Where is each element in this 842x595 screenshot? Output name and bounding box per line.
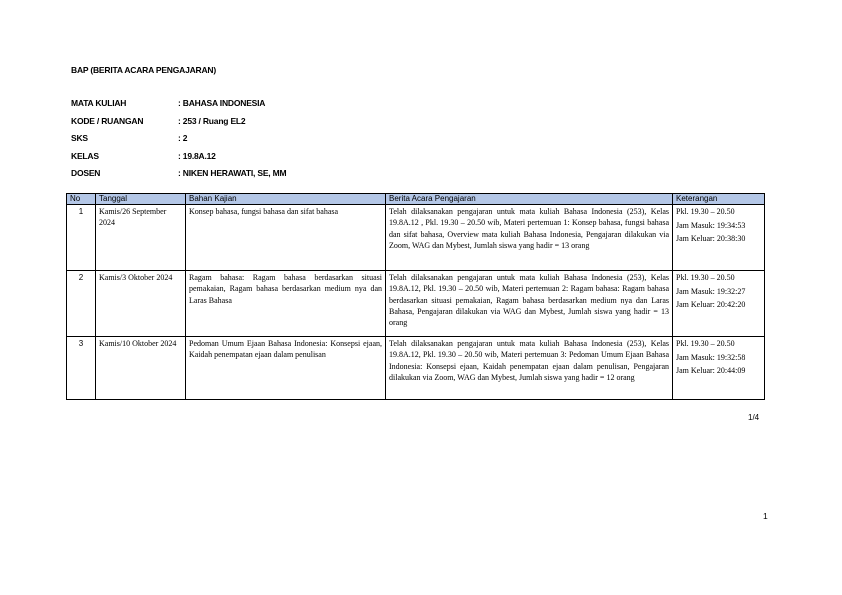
cell-berita-acara: Telah dilaksanakan pengajaran untuk mata kuliah Bahasa Indonesia (253), Kelas 19.8A.12 , Pkl. 19.30 – 20.50 wib, Materi pertemuan 1: Konsep bahasa, fungsi bahasa dan sifat bahasa, Overview mata kuliah Bahasa Indonesia, Pengajaran dilakukan via Zoom, WAG dan Mybest, Jumlah siswa yang hadir = 13 orang [386,205,673,271]
header-berita-acara: Berita Acara Pengajaran [386,194,673,205]
info-value: : NIKEN HERAWATI, SE, MM [178,168,287,178]
info-row-dosen [71,168,286,178]
info-value: : BAHASA INDONESIA [178,98,266,108]
info-row-sks [71,133,187,143]
info-label: MATA KULIAH [71,98,127,108]
info-row-kode-ruangan [71,116,245,126]
page-of-indicator: 1/4 [748,413,760,422]
header-tanggal: Tanggal [96,194,186,205]
cell-bahan-kajian: Pedoman Umum Ejaan Bahasa Indonesia: Konsepsi ejaan, Kaidah penempatan ejaan dalam penulisan [186,337,386,400]
cell-keterangan [673,271,765,337]
ket-jam-masuk: Jam Masuk: 19:32:58 [676,352,746,362]
cell-no: 3 [67,337,96,400]
cell-keterangan [673,205,765,271]
ket-waktu: Pkl. 19.30 – 20.50 [676,273,735,282]
cell-berita-acara: Telah dilaksanakan pengajaran untuk mata kuliah Bahasa Indonesia (253), Kelas 19.8A.12, Pkl. 19.30 – 20.50 wib, Materi pertemuan 3: Pedoman Umum Ejaan Bahasa Indonesia: Konsepsi ejaan, Kaidah penempatan ejaan dalam penulisan, Pengajaran dilakukan via Zoom, WAG dan Mybest, Jumlah siswa yang hadir = 12 orang [386,337,673,400]
bap-table [66,193,765,400]
info-row-kelas [71,151,216,161]
header-no: No [67,194,96,205]
cell-bahan-kajian: Ragam bahasa: Ragam bahasa berdasarkan situasi pemakaian, Ragam bahasa berdasarkan medium nya dan Laras Bahasa [186,271,386,337]
ket-jam-masuk: Jam Masuk: 19:32:27 [676,286,746,296]
document-title: BAP (BERITA ACARA PENGAJARAN) [71,65,217,75]
ket-jam-keluar: Jam Keluar: 20:42:20 [676,300,746,310]
info-value: : 253 / Ruang EL2 [178,116,246,126]
ket-jam-keluar: Jam Keluar: 20:44:09 [676,366,746,376]
cell-bahan-kajian: Konsep bahasa, fungsi bahasa dan sifat bahasa [186,205,386,271]
info-label: DOSEN [71,168,101,178]
info-label: KELAS [71,151,99,161]
ket-jam-masuk: Jam Masuk: 19:34:53 [676,220,746,230]
ket-jam-keluar: Jam Keluar: 20:38:30 [676,234,746,244]
info-row-mata-kuliah [71,98,265,108]
cell-tanggal: Kamis/3 Oktober 2024 [96,271,186,337]
cell-keterangan [673,337,765,400]
info-label: KODE / RUANGAN [71,116,144,126]
ket-waktu: Pkl. 19.30 – 20.50 [676,207,735,216]
cell-tanggal: Kamis/26 September 2024 [96,205,186,271]
table-row [67,205,765,271]
info-label: SKS [71,133,88,143]
table-row [67,271,765,337]
cell-tanggal: Kamis/10 Oktober 2024 [96,337,186,400]
info-value: : 2 [178,133,188,143]
ket-waktu: Pkl. 19.30 – 20.50 [676,339,735,348]
cell-no: 1 [67,205,96,271]
header-bahan-kajian: Bahan Kajian [186,194,386,205]
info-value: : 19.8A.12 [178,151,216,161]
table-row [67,337,765,400]
page-number: 1 [763,511,768,521]
cell-berita-acara: Telah dilaksanakan pengajaran untuk mata kuliah Bahasa Indonesia (253), Kelas 19.8A.12, Pkl. 19.30 – 20.50 wib, Materi pertemuan 2: Ragam bahasa: Ragam bahasa berdasarkan situasi pemakaian, Ragam bahasa berdasarkan medium nya dan Laras Bahasa, Pengajaran dilakukan via WAG dan Mybest, Jumlah siswa yang hadir = 13 orang [386,271,673,337]
cell-no: 2 [67,271,96,337]
table-header-row [67,194,765,205]
header-keterangan: Keterangan [673,194,765,205]
